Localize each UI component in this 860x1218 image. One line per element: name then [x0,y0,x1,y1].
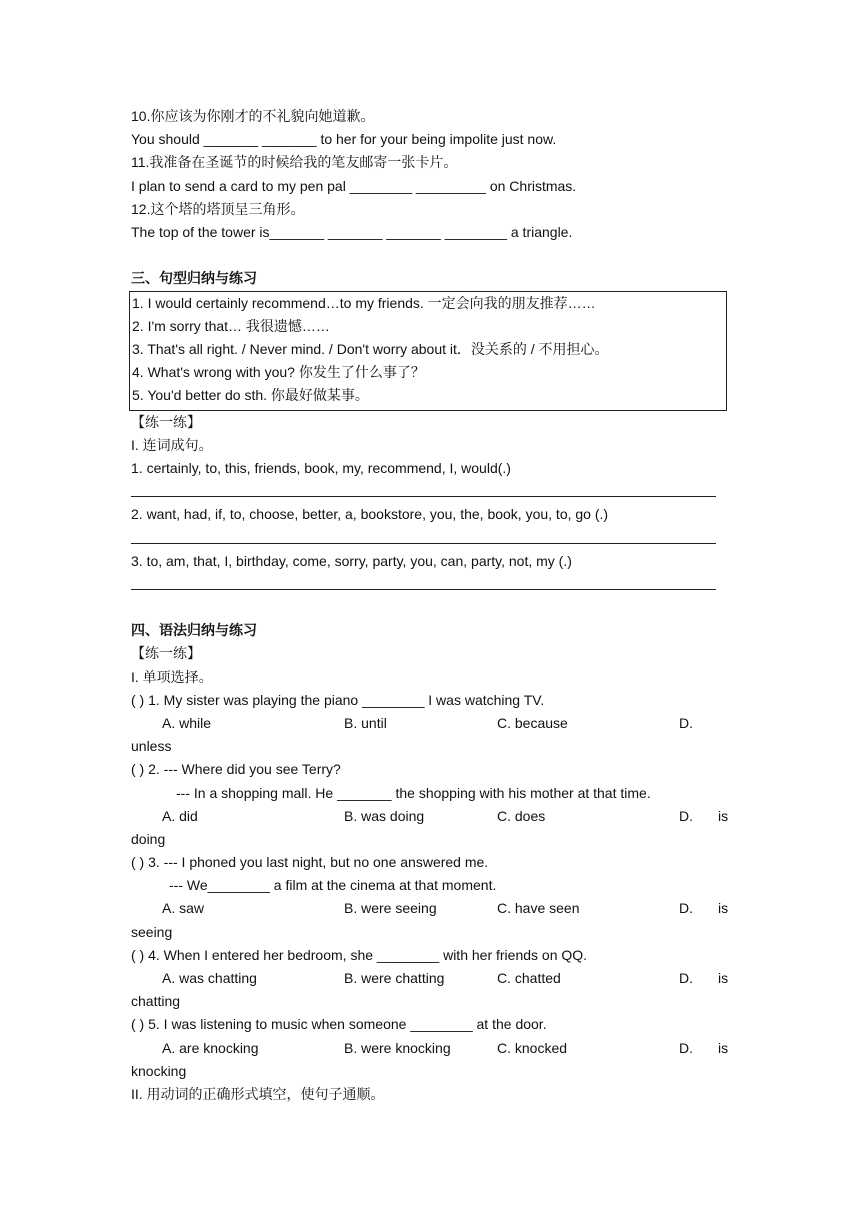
option-d-verb: is [718,807,729,824]
option-b[interactable]: B. was doing [344,807,425,824]
s12-english: The top of the tower is_______ _______ _______ ________ a triangle. [131,223,573,240]
pattern-4: 4. What's wrong with you? 你发生了什么事了？ [132,364,425,381]
answer-line-3[interactable] [131,573,731,596]
worksheet-page [131,105,731,1106]
option-d[interactable]: D. [679,970,693,986]
mc-q3-options [131,897,731,920]
option-d-verb: is [718,900,729,917]
section4-practice: 【练一练】 [131,645,201,662]
option-a[interactable]: A. did [162,807,198,824]
option-d-verb: is [718,970,729,986]
mc-q3-d-cont: seeing [131,923,173,940]
pattern-3: 3. That's all right. / Never mind. / Don't worry about it．没关系的 / 不用担心。 [132,340,609,357]
option-d[interactable]: D. [679,714,693,731]
option-c[interactable]: C. have seen [497,900,580,917]
option-d-verb: is [718,1039,729,1056]
mc-q4-stem: ( ) 4. When I entered her bedroom, she ________ with her friends on QQ. [131,946,588,963]
option-b[interactable]: B. were chatting [344,970,445,986]
section3-part1: I. 连词成句。 [131,436,213,453]
mc-q2-stem2: --- In a shopping mall. He _______ the shopping with his mother at that time. [176,784,651,801]
pattern-1: 1. I would certainly recommend…to my friends. 一定会向我的朋友推荐…… [132,294,596,311]
mc-q4-d-cont: chatting [131,993,181,1010]
option-b[interactable]: B. until [344,714,387,731]
section3-practice: 【练一练】 [131,413,201,430]
mc-q2-options [131,805,731,828]
mc-q5-stem: ( ) 5. I was listening to music when someone ________ at the door. [131,1016,547,1033]
s10-chinese: 10.你应该为你刚才的不礼貌向她道歉。 [131,108,375,124]
option-d[interactable]: D. [679,1039,693,1056]
word-order-q1: 1. certainly, to, this, friends, book, my, recommend, I, would(.) [131,459,511,476]
option-a[interactable]: A. while [162,714,212,731]
s10-english: You should _______ _______ to her for your being impolite just now. [131,131,557,148]
s11-english: I plan to send a card to my pen pal ________ _________ on Christmas. [131,177,577,194]
option-a[interactable]: A. are knocking [162,1039,259,1056]
option-c[interactable]: C. because [497,714,568,731]
mc-q3-stem2: --- We________ a film at the cinema at that moment. [169,877,497,894]
option-b[interactable]: B. were seeing [344,900,437,917]
mc-q5-options [131,1037,731,1060]
mc-q2-d-cont: doing [131,830,166,847]
pattern-5: 5. You'd better do sth. 你最好做某事。 [132,387,369,404]
section4-part1: I. 单项选择。 [131,668,213,685]
option-c[interactable]: C. chatted [497,970,561,986]
option-c[interactable]: C. knocked [497,1039,568,1056]
answer-line-2[interactable] [131,526,731,549]
s12-chinese: 12.这个塔的塔顶呈三角形。 [131,200,305,217]
section3-title: 三、句型归纳与练习 [131,270,257,287]
option-d[interactable]: D. [679,900,693,917]
option-c[interactable]: C. does [497,807,546,824]
mc-q5-d-cont: knocking [131,1062,187,1079]
mc-q1-stem: ( ) 1. My sister was playing the piano ________ I was watching TV. [131,691,545,708]
sentence-patterns-box [129,291,727,411]
option-b[interactable]: B. were knocking [344,1039,451,1056]
option-d[interactable]: D. [679,807,693,824]
mc-q4-options [131,967,731,990]
word-order-q2: 2. want, had, if, to, choose, better, a, bookstore, you, the, book, you, to, go (.) [131,506,609,523]
option-a[interactable]: A. was chatting [162,970,257,986]
s11-chinese: 11.我准备在圣诞节的时候给我的笔友邮寄一张卡片。 [131,154,458,171]
section4-title: 四、语法归纳与练习 [131,622,257,639]
mc-q1-d-cont: unless [131,738,172,755]
answer-line-1[interactable] [131,480,731,503]
mc-q1-options [131,712,731,735]
section4-part2: II. 用动词的正确形式填空，使句子通顺。 [131,1085,385,1102]
option-a[interactable]: A. saw [162,900,205,917]
mc-q3-stem: ( ) 3. --- I phoned you last night, but no one answered me. [131,854,489,871]
word-order-q3: 3. to, am, that, I, birthday, come, sorry, party, you, can, party, not, my (.) [131,552,572,569]
mc-q2-stem: ( ) 2. --- Where did you see Terry? [131,761,341,778]
pattern-2: 2. I'm sorry that… 我很遗憾…… [132,317,330,334]
